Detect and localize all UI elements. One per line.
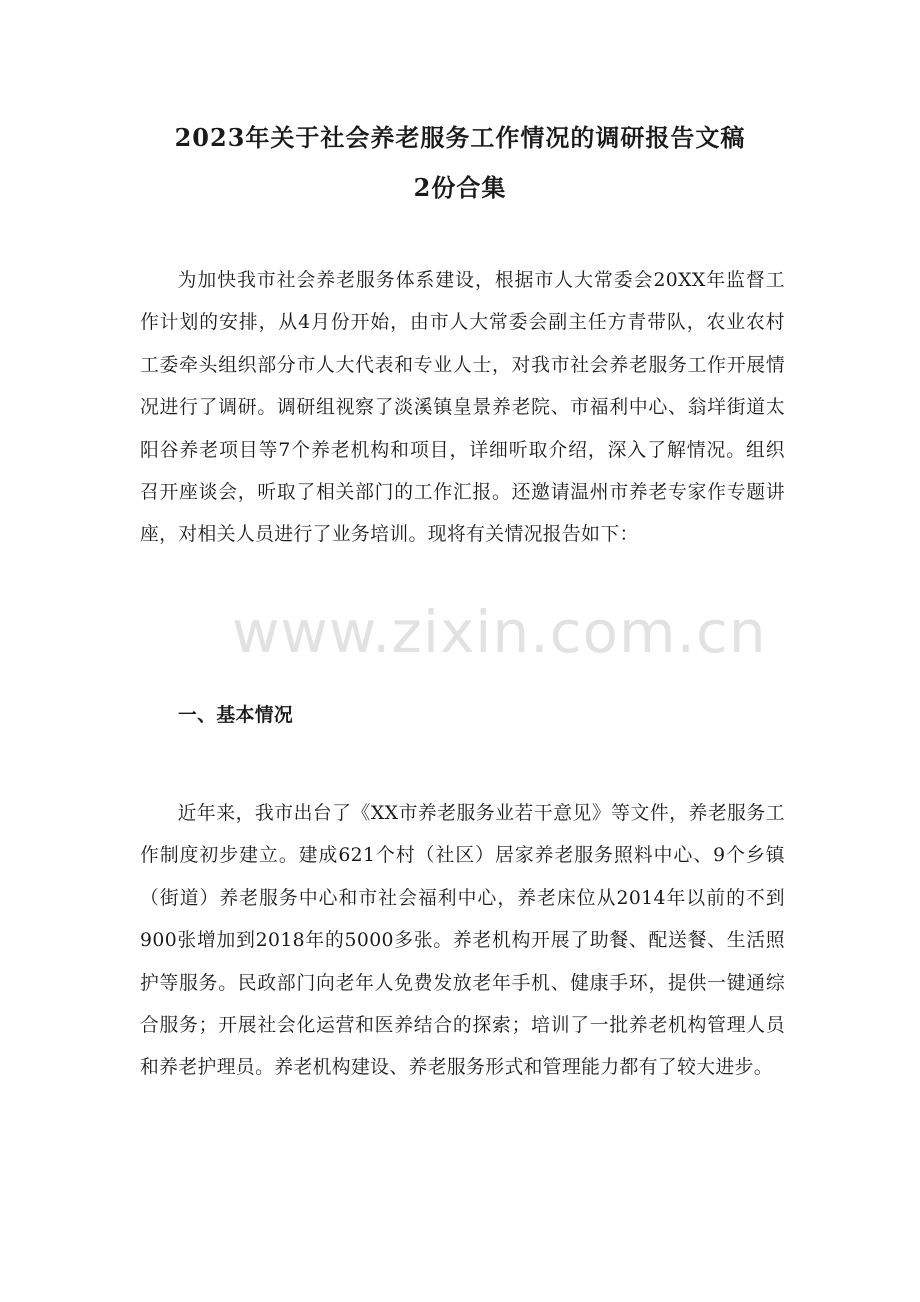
document-title-line-2: 2份合集	[413, 173, 507, 202]
watermark-text: www.zixin.com.cn	[232, 598, 767, 666]
document-title-line-1: 2023年关于社会养老服务工作情况的调研报告文稿	[174, 123, 746, 152]
intro-paragraph: 为加快我市社会养老服务体系建设，根据市人大常委会20XX年监督工作计划的安排，从4月份开始，由市人大常委会副主任方青带队，农业农村工委牵头组织部分市人大代表和专业人士，对我市社会养老服务工作开展情况进行了调研。调研组视察了淡溪镇皇景养老院、市福利中心、翁垟街道太阳谷养老项目等7个养老机构和项目，详细听取介绍，深入了解情况。组织召开座谈会，听取了相关部门的工作汇报。还邀请温州市养老专家作专题讲座，对相关人员进行了业务培训。现将有关情况报告如下：	[140, 270, 785, 546]
section-heading-basic-situation: 一、基本情况	[178, 704, 294, 726]
section-paragraph-basic-situation: 近年来，我市出台了《XX市养老服务业若干意见》等文件，养老服务工作制度初步建立。建成621个村（社区）居家养老服务照料中心、9个乡镇（街道）养老服务中心和市社会福利中心，养老床位从2014年以前的不到900张增加到2018年的5000多张。养老机构开展了助餐、配送餐、生活照护等服务。民政部门向老年人免费发放老年手机、健康手环，提供一键通综合服务；开展社会化运营和医养结合的探索；培训了一批养老机构管理人员和养老护理员。养老机构建设、养老服务形式和管理能力都有了较大进步。	[140, 803, 785, 1079]
